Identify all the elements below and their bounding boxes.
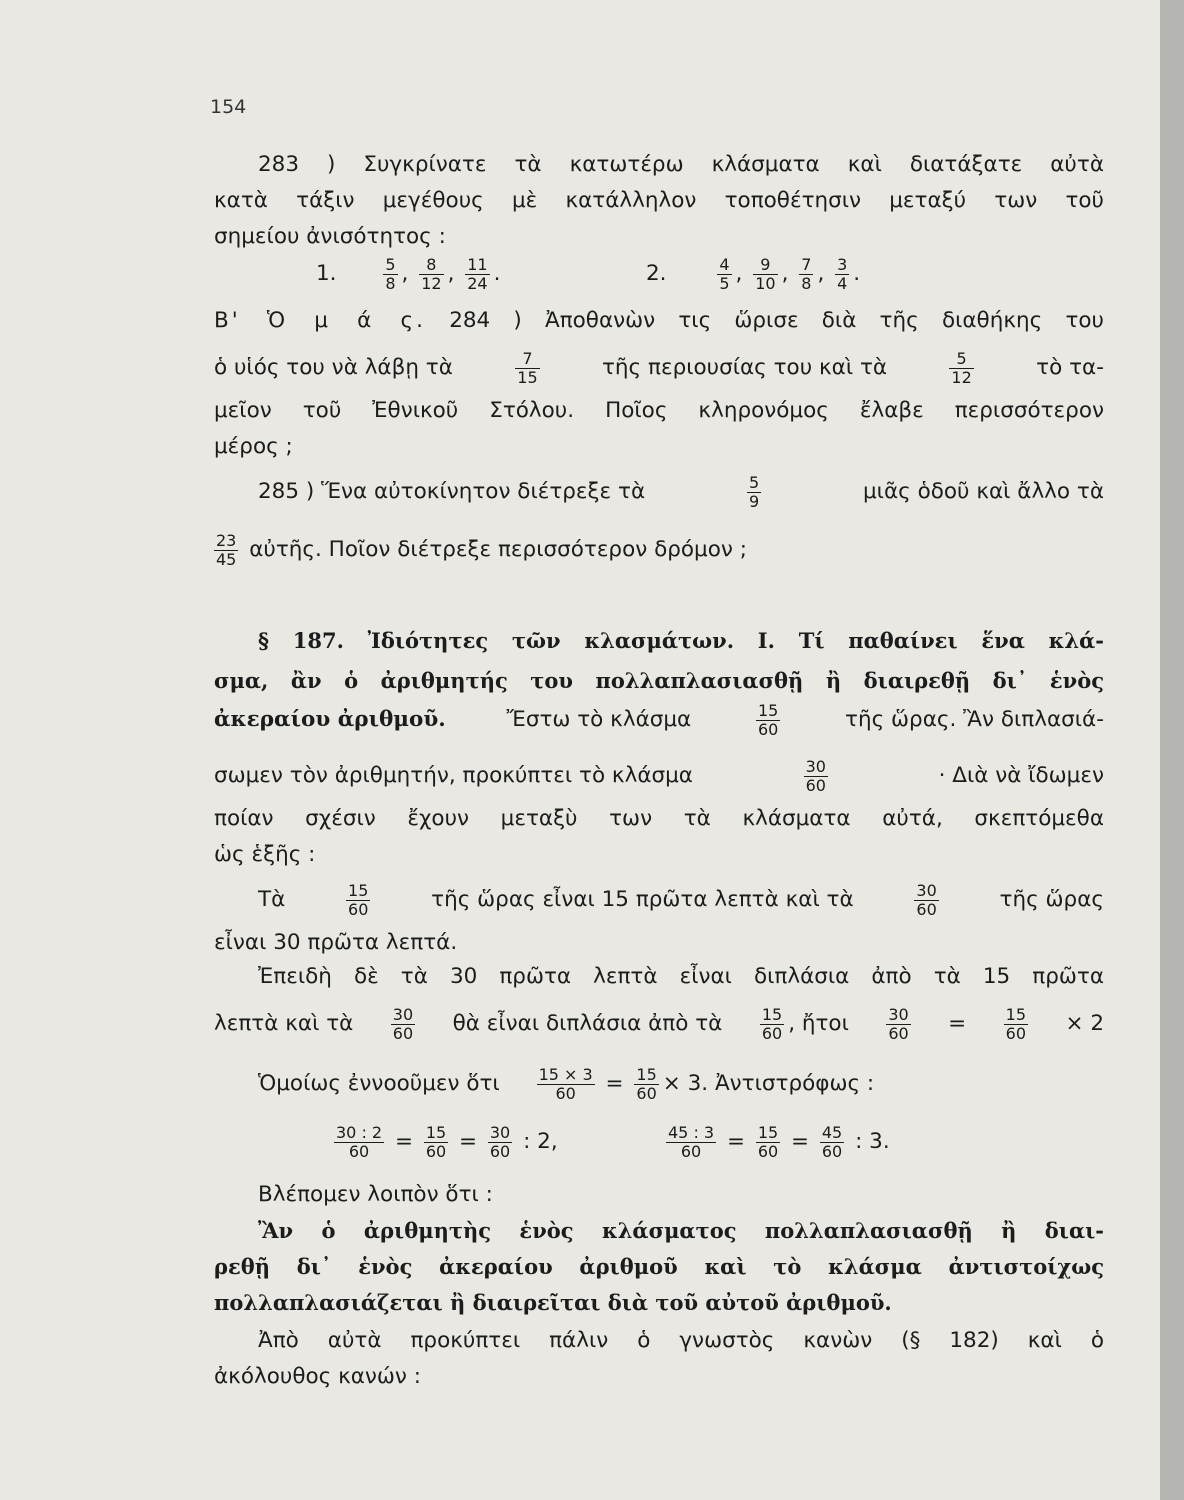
- section-187-line-4: σωμεν τὸν ἀριθμητήν, προκύπτει τὸ κλάσμα $\frac{30}{60}$ · Διὰ νὰ ἴδωμεν: [214, 756, 1104, 795]
- fraction: $\frac{45}{60}$: [821, 1122, 843, 1161]
- fraction: $\frac{9}{10}$: [755, 254, 776, 293]
- fraction: $\frac{15}{60}$: [636, 1064, 657, 1103]
- fraction-set-2: 2. $\frac{4}{5}$ , $\frac{9}{10}$ , $\frac{7}{8}$ , $\frac{3}{4}$ .: [646, 254, 861, 293]
- fraction: $\frac{4}{5}$: [719, 254, 730, 293]
- ex284-line-4: μέρος ;: [214, 434, 293, 459]
- fraction: $\frac{30}{60}$: [392, 1004, 414, 1043]
- section-187-heading-2: σμα, ἂν ὁ ἀριθμητής του πολλαπλασιασθῇ ἢ διαιρεθῇ δι᾽ ἑνὸς: [214, 668, 1104, 693]
- ex284-line-1: Β' Ὁ μ ά ς. 284 ) Ἀποθανὼν τις ὥρισε διὰ τῆς διαθήκης του: [214, 308, 1104, 333]
- equation-divide-3: $\frac{45 : 3}{60}$ = $\frac{15}{60}$ = $\frac{45}{60}$ : 3.: [668, 1122, 890, 1161]
- equation-divide-2: $\frac{30 : 2}{60}$ = $\frac{15}{60}$ = $\frac{30}{60}$ : 2,: [336, 1122, 558, 1161]
- ex283-line-2: κατὰ τάξιν μεγέθους μὲ κατάλληλον τοποθέτησιν μεταξύ των τοῦ: [214, 188, 1104, 213]
- section-187-line-5: ποίαν σχέσιν ἔχουν μεταξὺ των τὰ κλάσματα αὐτά, σκεπτόμεθα: [214, 806, 1104, 831]
- set-1-label: 1.: [316, 261, 337, 286]
- section-187-line-10: λεπτὰ καὶ τὰ $\frac{30}{60}$ θὰ εἶναι διπλάσια ἀπὸ τὰ $\frac{15}{60}$ , ἤτοι $\frac{30}{60}$ = $\frac{15}{60}$ × 2: [214, 1004, 1104, 1043]
- fraction: $\frac{30 : 2}{60}$: [336, 1122, 383, 1161]
- ex284-line-2: ὁ υἱός του νὰ λάβῃ τὰ $\frac{7}{15}$ τῆς περιουσίας του καὶ τὰ $\frac{5}{12}$ τὸ τα-: [214, 348, 1104, 387]
- page-number: 154: [210, 96, 247, 118]
- ex284-line-3: μεῖον τοῦ Ἐθνικοῦ Στόλου. Ποῖος κληρονόμος ἔλαβε περισσότερον: [214, 398, 1104, 423]
- page-edge: [1160, 0, 1184, 1500]
- ex283-line-3: σημείου ἀνισότητος :: [214, 224, 446, 249]
- fraction: $\frac{23}{45}$: [216, 530, 237, 569]
- fraction: $\frac{15}{60}$: [425, 1122, 447, 1161]
- fraction: $\frac{5}{9}$: [748, 472, 760, 511]
- fraction: $\frac{15 \times 3}{60}$: [538, 1064, 593, 1103]
- section-187-line-16: ἀκόλουθος κανών :: [214, 1364, 422, 1389]
- section-187-line-8: εἶναι 30 πρῶτα λεπτά.: [214, 930, 458, 955]
- fraction: $\frac{30}{60}$: [805, 756, 826, 795]
- fraction: $\frac{15}{60}$: [757, 1122, 779, 1161]
- fraction: $\frac{3}{4}$: [837, 254, 848, 293]
- fraction: $\frac{7}{8}$: [801, 254, 812, 293]
- fraction: $\frac{15}{60}$: [757, 700, 779, 739]
- fraction: $\frac{30}{60}$: [489, 1122, 511, 1161]
- fraction-set-1: 1. $\frac{5}{8}$ , $\frac{8}{12}$ , $\frac{11}{24}$ .: [316, 254, 501, 293]
- section-187-line-3: ἀκεραίου ἀριθμοῦ. Ἔστω τὸ κλάσμα $\frac{15}{60}$ τῆς ὥρας. Ἂν διπλασιά-: [214, 700, 1104, 739]
- fraction: $\frac{30}{60}$: [888, 1004, 909, 1043]
- section-187-line-9: Ἐπειδὴ δὲ τὰ 30 πρῶτα λεπτὰ εἶναι διπλάσια ἀπὸ τὰ 15 πρῶτα: [258, 964, 1104, 989]
- group-label: Β' Ὁ μ ά ς.: [214, 308, 426, 333]
- fraction: $\frac{8}{12}$: [421, 254, 442, 293]
- ex285-line-2: $\frac{23}{45}$ αὐτῆς. Ποῖον διέτρεξε περισσότερον δρόμον ;: [216, 530, 747, 569]
- fraction: $\frac{30}{60}$: [916, 880, 937, 919]
- rule-line-3: πολλαπλασιάζεται ἢ διαιρεῖται διὰ τοῦ αὐτοῦ ἀριθμοῦ.: [214, 1290, 892, 1315]
- fraction: $\frac{5}{8}$: [385, 254, 396, 293]
- set-2-label: 2.: [646, 261, 667, 286]
- ex283-line-1: 283 ) Συγκρίνατε τὰ κατωτέρω κλάσματα καὶ διατάξατε αὐτὰ: [258, 152, 1104, 177]
- rule-line-2: ρεθῇ δι᾽ ἑνὸς ἀκεραίου ἀριθμοῦ καὶ τὸ κλάσμα ἀντιστοίχως: [214, 1254, 1104, 1279]
- section-187-line-7: Τὰ $\frac{15}{60}$ τῆς ὥρας εἶναι 15 πρῶτα λεπτὰ καὶ τὰ $\frac{30}{60}$ τῆς ὥρας: [258, 880, 1104, 919]
- section-187-line-11: Ὁμοίως ἐννοοῦμεν ὅτι $\frac{15 \times 3}{60}$ = $\frac{15}{60}$ × 3. Ἀντιστρόφως :: [258, 1064, 875, 1103]
- ex285-line-1: 285 ) Ἕνα αὐτοκίνητον διέτρεξε τὰ $\frac{5}{9}$ μιᾶς ὁδοῦ καὶ ἄλλο τὰ: [258, 472, 1104, 511]
- section-187-line-6: ὡς ἑξῆς :: [214, 842, 316, 867]
- section-187-line-13: Βλέπομεν λοιπὸν ὅτι :: [258, 1182, 493, 1207]
- fraction: $\frac{15}{60}$: [1005, 1004, 1026, 1043]
- section-187-line-15: Ἀπὸ αὐτὰ προκύπτει πάλιν ὁ γνωστὸς κανὼν (§ 182) καὶ ὁ: [258, 1328, 1104, 1353]
- fraction: $\frac{11}{24}$: [467, 254, 488, 293]
- fraction: $\frac{5}{12}$: [951, 348, 972, 387]
- fraction: $\frac{45 : 3}{60}$: [668, 1122, 715, 1161]
- fraction: $\frac{15}{60}$: [348, 880, 369, 919]
- fraction: $\frac{15}{60}$: [761, 1004, 783, 1043]
- section-187-heading: § 187. Ἰδιότητες τῶν κλασμάτων. Ι. Τί παθαίνει ἕνα κλά-: [258, 628, 1104, 653]
- rule-line-1: Ἂν ὁ ἀριθμητὴς ἑνὸς κλάσματος πολλαπλασιασθῇ ἢ διαι-: [258, 1218, 1104, 1243]
- fraction: $\frac{7}{15}$: [517, 348, 538, 387]
